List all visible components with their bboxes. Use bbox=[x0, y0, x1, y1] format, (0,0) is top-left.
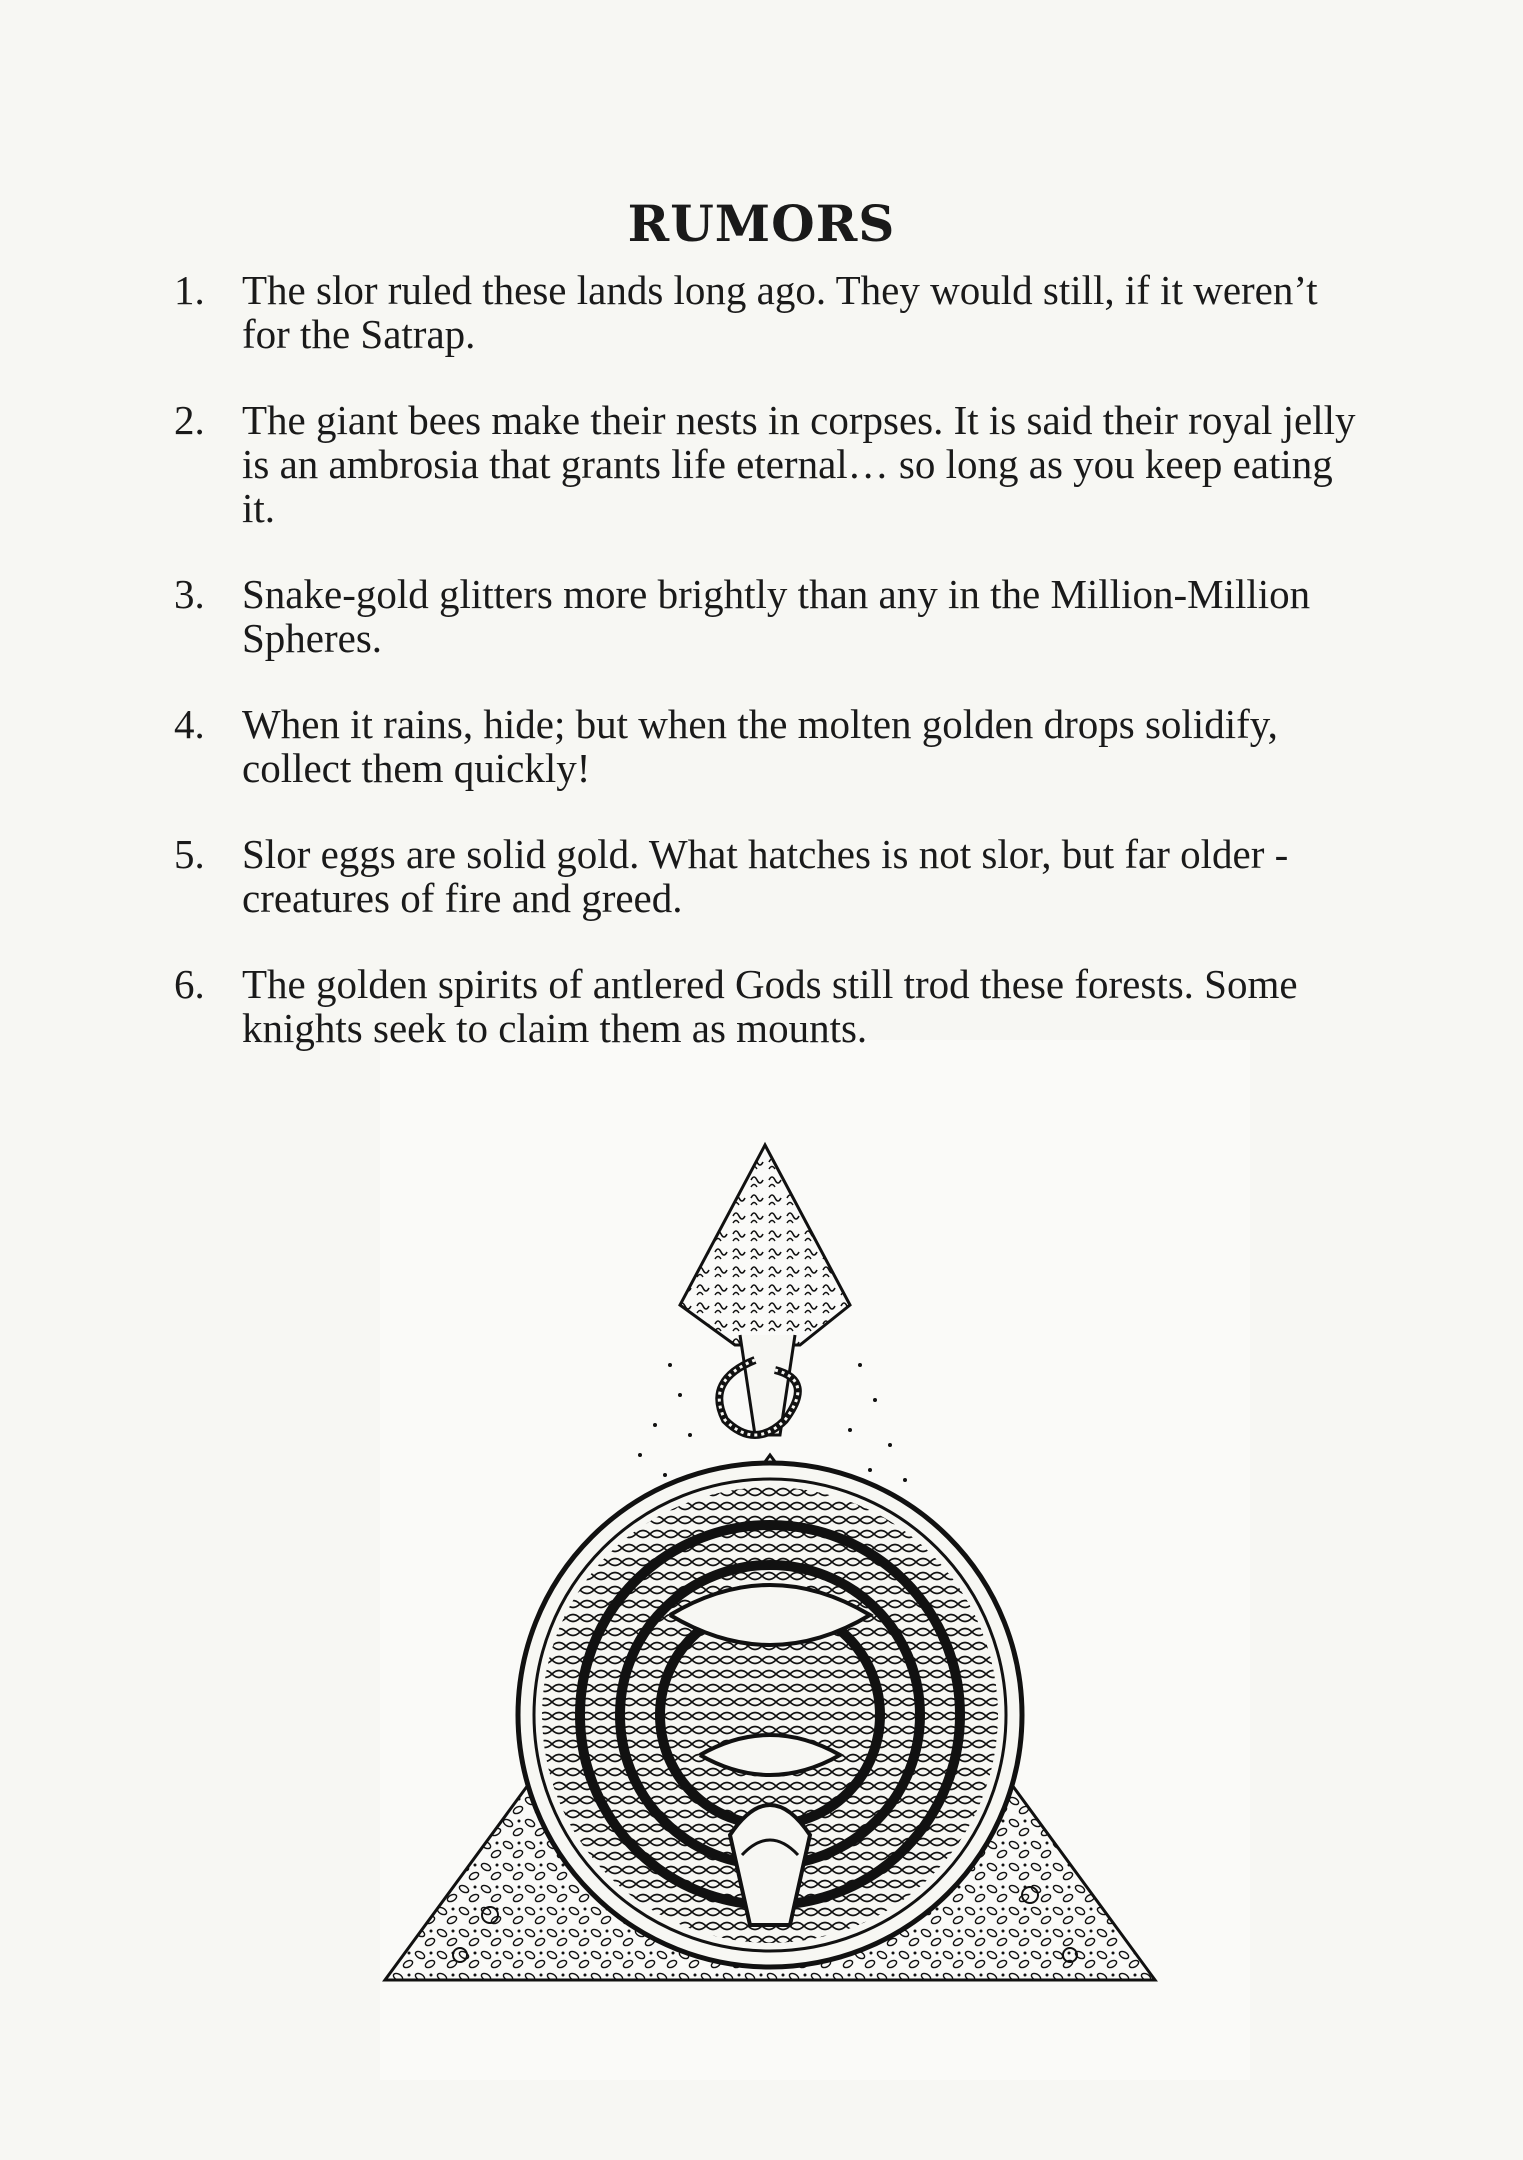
rumor-list bbox=[170, 268, 1370, 1092]
rumor-text: The giant bees make their nests in corpses. It is said their royal jelly is an ambrosia that grants life eternal… so long as you keep eating it. bbox=[242, 397, 1356, 531]
rumor-text: The golden spirits of antlered Gods still trod these forests. Some knights seek to claim them as mounts. bbox=[242, 961, 1298, 1051]
rumor-number: 1. bbox=[174, 267, 205, 313]
serpent-circle bbox=[518, 1463, 1022, 1967]
rumor-number: 5. bbox=[174, 831, 205, 877]
rumor-item-6 bbox=[170, 962, 1370, 1050]
rumor-text: Slor eggs are solid gold. What hatches is not slor, but far older - creatures of fire and greed. bbox=[242, 831, 1289, 921]
rumor-text: Snake-gold glitters more brightly than any in the Million-Million Spheres. bbox=[242, 571, 1311, 661]
tree-crown bbox=[680, 1145, 850, 1435]
rumor-text: When it rains, hide; but when the molten golden drops solidify, collect them quickly! bbox=[242, 701, 1278, 791]
rumor-text: The slor ruled these lands long ago. They would still, if it weren’t for the Satrap. bbox=[242, 267, 1318, 357]
page-title: RUMORS bbox=[627, 193, 896, 253]
serpent-triangle-illustration bbox=[370, 1135, 1170, 1985]
rumor-number: 2. bbox=[174, 397, 205, 443]
rumor-item-1 bbox=[170, 268, 1370, 356]
rumor-item-5 bbox=[170, 832, 1370, 920]
rumor-number: 3. bbox=[174, 571, 205, 617]
rumor-item-2 bbox=[170, 398, 1370, 530]
rumor-number: 4. bbox=[174, 701, 205, 747]
rumor-item-3 bbox=[170, 572, 1370, 660]
rumor-item-4 bbox=[170, 702, 1370, 790]
rumor-number: 6. bbox=[174, 961, 205, 1007]
